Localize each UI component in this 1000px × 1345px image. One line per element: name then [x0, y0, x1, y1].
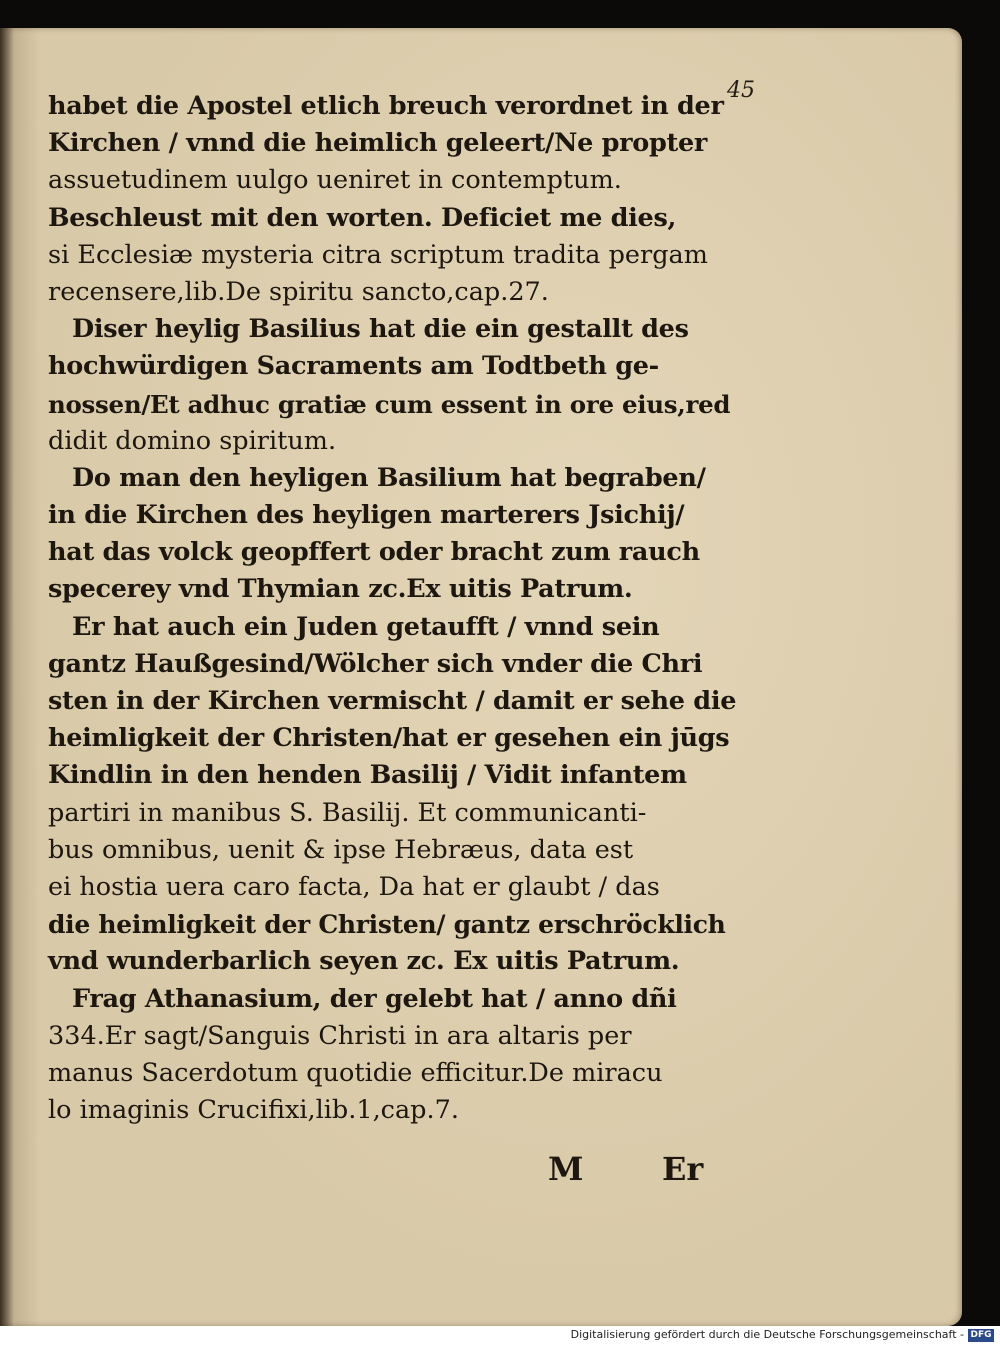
catchword: Er — [662, 1150, 704, 1188]
text-line: habet die Apostel etlich breuch verordnet in der — [48, 91, 724, 121]
text-line: 334.Er sagt/Sanguis Christi in ara altaris per — [48, 1020, 632, 1051]
text-line: specerey vnd Thymian zc.Ex uitis Patrum. — [48, 574, 633, 605]
binding-edge — [0, 28, 14, 1326]
text-line: bus omnibus, uenit & ipse Hebræus, data est — [48, 834, 634, 865]
text-line: Beschleust mit den worten. Deficiet me dies, — [48, 202, 677, 233]
text-line: manus Sacerdotum quotidie efficitur.De miracu — [48, 1057, 663, 1088]
text-line: lo imaginis Crucifixi,lib.1,cap.7. — [48, 1095, 459, 1126]
text-line: Kindlin in den henden Basilij / Vidit infantem — [48, 760, 687, 791]
text-line: didit domino spiritum. — [48, 425, 337, 456]
text-line: Frag Athanasium, der gelebt hat / anno dñi — [72, 983, 677, 1014]
text-line: Kirchen / vnnd die heimlich geleert/Ne propter — [48, 128, 708, 159]
text-line: partiri in manibus S. Basilij. Et communicanti- — [48, 797, 647, 828]
text-line: sten in der Kirchen vermischt / damit er sehe die — [48, 686, 737, 716]
text-line: Diser heylig Basilius hat die ein gestallt des — [72, 314, 689, 345]
signature-mark: M — [548, 1150, 584, 1188]
text-line: hochwürdigen Sacraments am Todtbeth ge- — [48, 351, 659, 382]
dfg-logo-icon: DFG — [968, 1329, 994, 1342]
text-line: Do man den heyligen Basilium hat begraben/ — [72, 462, 706, 493]
text-line: heimligkeit der Christen/hat er gesehen ein jūgs — [48, 723, 730, 754]
page-number: 45 — [727, 78, 755, 103]
text-line: die heimligkeit der Christen/ gantz erschröcklich — [48, 910, 726, 940]
text-line: assuetudinem uulgo ueniret in contemptum. — [48, 165, 622, 196]
text-line: si Ecclesiæ mysteria citra scriptum tradita pergam — [48, 239, 708, 270]
text-line: gantz Haußgesind/Wölcher sich vnder die Chri — [48, 648, 703, 679]
funding-notice: Digitalisierung gefördert durch die Deutsche Forschungsgemeinschaft - — [570, 1328, 964, 1341]
text-line: vnd wunderbarlich seyen zc. Ex uitis Patrum. — [48, 946, 680, 977]
body-text — [48, 88, 738, 1129]
text-line: recensere,lib.De spiritu sancto,cap.27. — [48, 276, 549, 307]
text-line: ei hostia uera caro facta, Da hat er glaubt / das — [48, 871, 660, 902]
text-line: Er hat auch ein Juden getaufft / vnnd sein — [72, 611, 660, 642]
footer-bar — [0, 1326, 1000, 1345]
text-line: hat das volck geopffert oder bracht zum rauch — [48, 537, 700, 568]
text-line: nossen/Et adhuc gratiæ cum essent in ore eius,red — [48, 389, 731, 419]
text-line: in die Kirchen des heyligen marterers Jsichij/ — [48, 500, 685, 531]
